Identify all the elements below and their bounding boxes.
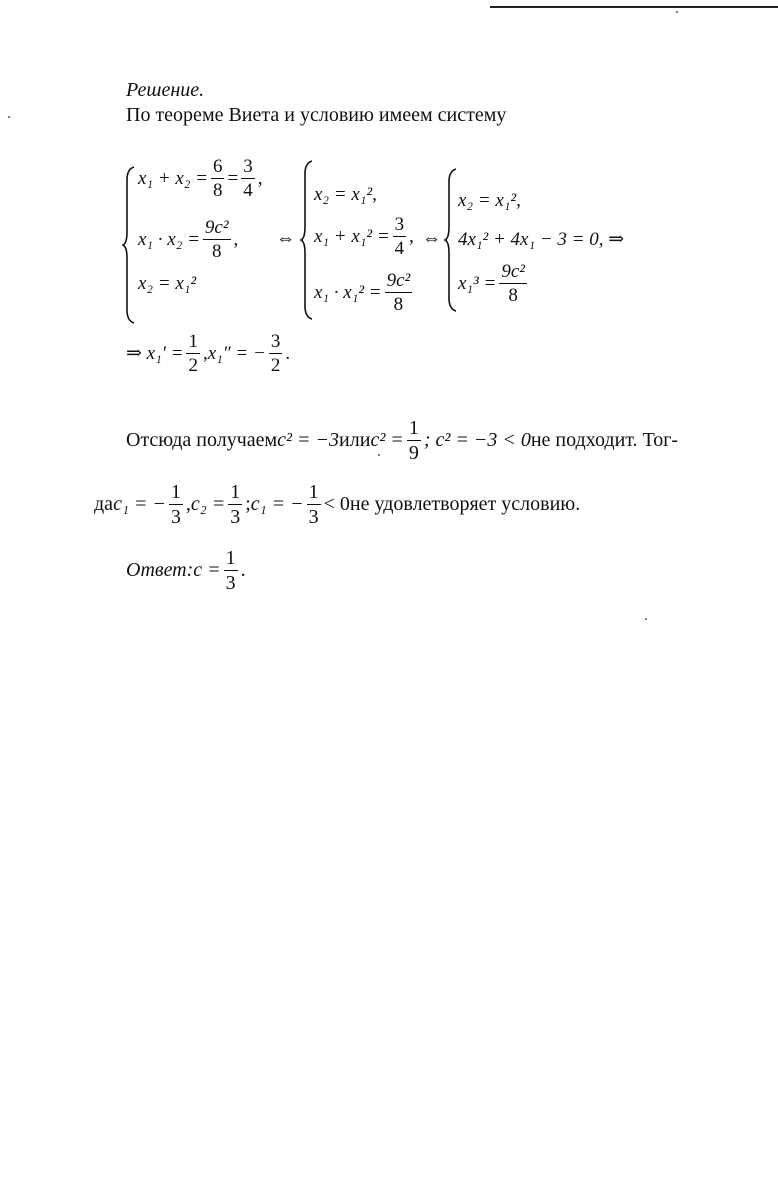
paragraph-1: Отсюда получаем c² = −3 или c² = $\frac{1}{9}$ ; c² = −3 < 0 не подходит. Тог- xyxy=(126,417,679,464)
paragraph-2: да c₁ = − $\frac{1}{3}$ , c₂ = $\frac{1}{3}$ ; c₁ = − $\frac{1}{3}$ < 0 не удовлетворяет условию. xyxy=(94,481,581,528)
equivalence-arrow-1: ⇔ xyxy=(276,228,295,249)
scan-speck xyxy=(645,618,647,620)
scan-speck xyxy=(8,116,10,118)
system-2-equation-2: x₁ + x₁² = $\frac{3}{4}$ , xyxy=(314,214,414,259)
system-3-equation-3: x₁³ = $\frac{\text{9c²}}{8}$ xyxy=(458,261,525,306)
left-brace-system-1 xyxy=(122,166,136,324)
answer-line: Ответ: c = $\frac{1}{3}$ . xyxy=(126,547,246,594)
scan-speck xyxy=(676,11,678,13)
left-brace-system-2 xyxy=(300,160,314,320)
intro-line: По теореме Виета и условию имеем систему xyxy=(126,104,507,126)
system-2-equation-3: x₁ · x₁² = $\frac{\text{9c²}}{8}$ xyxy=(314,270,411,315)
system-3-equation-1: x₂ = x₁², xyxy=(458,190,521,211)
header-rule xyxy=(490,6,778,8)
system-1-equation-3: x₂ = x₁² xyxy=(138,273,197,294)
left-brace-system-3 xyxy=(444,168,458,312)
roots-line: ⇒ x₁′ = $\frac{1}{2}$ , x₁″ = − $\frac{3}{2}$ . xyxy=(126,331,291,376)
answer-label: Ответ: xyxy=(126,559,194,581)
solution-heading: Решение. xyxy=(126,79,205,101)
equivalence-arrow-2: ⇔ xyxy=(422,228,441,249)
system-1-equation-1: x₁ + x₂ = $\frac{6}{8}$ = $\frac{3}{4}$ , xyxy=(138,156,263,201)
system-3-equation-2: 4x₁² + 4x₁ − 3 = 0, ⇒ xyxy=(458,229,625,250)
system-2-equation-1: x₂ = x₁², xyxy=(314,184,377,205)
system-1-equation-2: x₁ · x₂ = $\frac{\text{9c²}}{8}$ , xyxy=(138,217,239,262)
